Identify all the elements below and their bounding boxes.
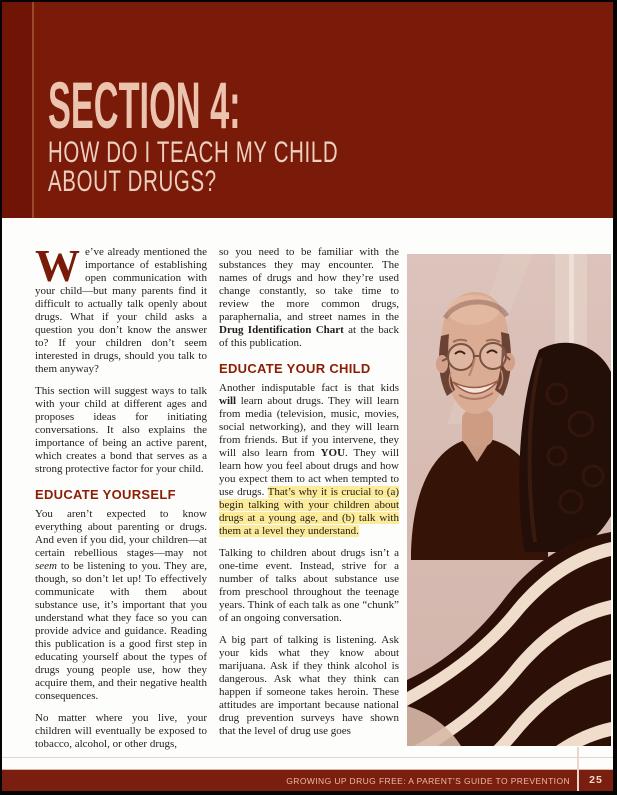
section-header-banner: [2, 2, 613, 218]
photo-parent-talking-with-teen: [407, 254, 611, 746]
section-subtitle: [48, 136, 339, 198]
heading-educate-your-child: EDUCATE YOUR CHILD: [219, 361, 371, 376]
middle-text-column: [219, 246, 399, 747]
paragraph-text: e’ve already mentioned the importance of establishing open communication with your child—but many parents find it difficult to actually talk openly about drugs. What if your child asks a question you don’t know the answer to? If your children don’t seem interested in drugs, should you talk to them anyway?: [35, 246, 207, 375]
heading-educate-yourself: EDUCATE YOURSELF: [35, 487, 176, 502]
left-text-column: [35, 241, 207, 760]
header-left-band: [2, 2, 32, 218]
footer-horizontal-rule: [2, 757, 613, 758]
drop-cap: W: [35, 241, 80, 291]
document-page: [2, 2, 613, 791]
paragraph-intro: [35, 241, 207, 376]
paragraph: You aren’t expected to know everything about parenting or drugs. And even if you did, your children—at certain rebellious stages—may not seem to be listening to you. They are, though, so don’t let up! To effectively communicate with them about substance use, it’s important that you understand what they face so you can provide advice and guidance. Reading this publication is a good first step in educating yourself about the types of drugs young people use, how they acquire them, and their negative health consequences.: [35, 508, 207, 702]
paragraph: This section will suggest ways to talk with your child at different ages and proposes ideas for initiating conversations. It also explains the importance of being an active parent, which creates a bond that serves as a strong protective factor for your child.: [35, 385, 207, 475]
subtitle-line-1: HOW DO I TEACH MY CHILD: [48, 136, 339, 169]
paragraph: Another indisputable fact is that kids will learn about drugs. They will learn from media (television, music, movies, social networking), and they will learn from friends. But if you intervene, they will also learn from YOU. They will learn how you feel about drugs and how you expect them to act when tempted to use drugs. That’s why it is crucial to (a) begin talking with your children about drugs at a young age, and (b) talk with them at a level they understand.: [219, 382, 400, 537]
header-vertical-rule: [32, 2, 34, 218]
footer-bar: [2, 769, 613, 791]
subtitle-line-2: ABOUT DRUGS?: [48, 164, 217, 198]
footer-book-title: GROWING UP DRUG FREE: A PARENT’S GUIDE TO PREVENTION: [286, 776, 570, 786]
paragraph: so you need to be familiar with the substances they may encounter. The names of drugs and how they’re used change constantly, so take time to review the more common drugs, paraphernalia, and street names in the Drug Identification Chart at the back of this publication.: [219, 246, 399, 349]
paragraph: A big part of talking is listening. Ask your kids what they know about marijuana. Ask if they think alcohol is dangerous. Ask what they think can happen if someone takes heroin. These attitudes are important because national drug prevention surveys have shown that the level of drug use goes: [219, 634, 399, 737]
paragraph: No matter where you live, your children will eventually be exposed to tobacco, alcohol, or other drugs,: [35, 712, 207, 750]
paragraph: Talking to children about drugs isn’t a one-time event. Instead, strive for a number of talks about substance use from preschool throughout the teenage years. Think of each talk as one “chunk” of an ongoing conversation.: [219, 547, 399, 624]
page-number: 25: [589, 774, 603, 786]
section-title: SECTION 4:: [48, 68, 241, 142]
photo-illustration: [407, 254, 611, 746]
